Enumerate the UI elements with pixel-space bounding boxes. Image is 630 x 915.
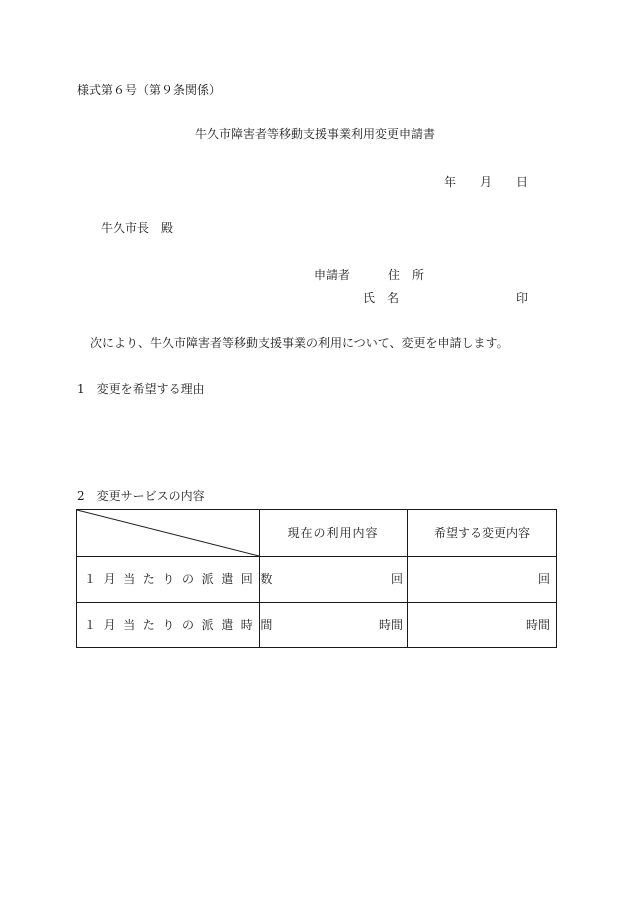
statement: 次により、牛久市障害者等移動支援事業の利用について、変更を申請します。 <box>90 336 509 350</box>
section-1-heading: 1 変更を希望する理由 <box>77 382 205 396</box>
form-number: 様式第６号（第９条関係） <box>77 83 222 97</box>
date-month: 月 <box>480 175 493 189</box>
diagonal-header-line <box>77 510 259 556</box>
address-label: 住 所 <box>388 268 425 282</box>
section-2-heading: 2 変更サービスの内容 <box>77 489 205 503</box>
header-current: 現在の利用内容 <box>287 526 379 540</box>
desired-count-unit: 回 <box>537 572 550 586</box>
applicant-label: 申請者 <box>314 268 351 282</box>
document-title: 牛久市障害者等移動支援事業利用変更申請書 <box>194 127 435 141</box>
desired-hours-unit: 時間 <box>525 618 550 632</box>
name-label: 氏 名 <box>363 291 400 305</box>
service-table <box>76 509 557 648</box>
date-year: 年 <box>444 175 457 189</box>
row-label-count: １月当たりの派遣回数 <box>84 572 281 586</box>
row-label-hours: １月当たりの派遣時間 <box>84 618 281 632</box>
seal-mark: 印 <box>516 291 529 305</box>
header-desired: 希望する変更内容 <box>433 526 530 540</box>
addressee: 牛久市長 殿 <box>101 221 174 235</box>
date-line <box>444 176 528 188</box>
current-hours-unit: 時間 <box>378 618 403 632</box>
current-count-unit: 回 <box>390 572 403 586</box>
date-day: 日 <box>516 175 529 189</box>
